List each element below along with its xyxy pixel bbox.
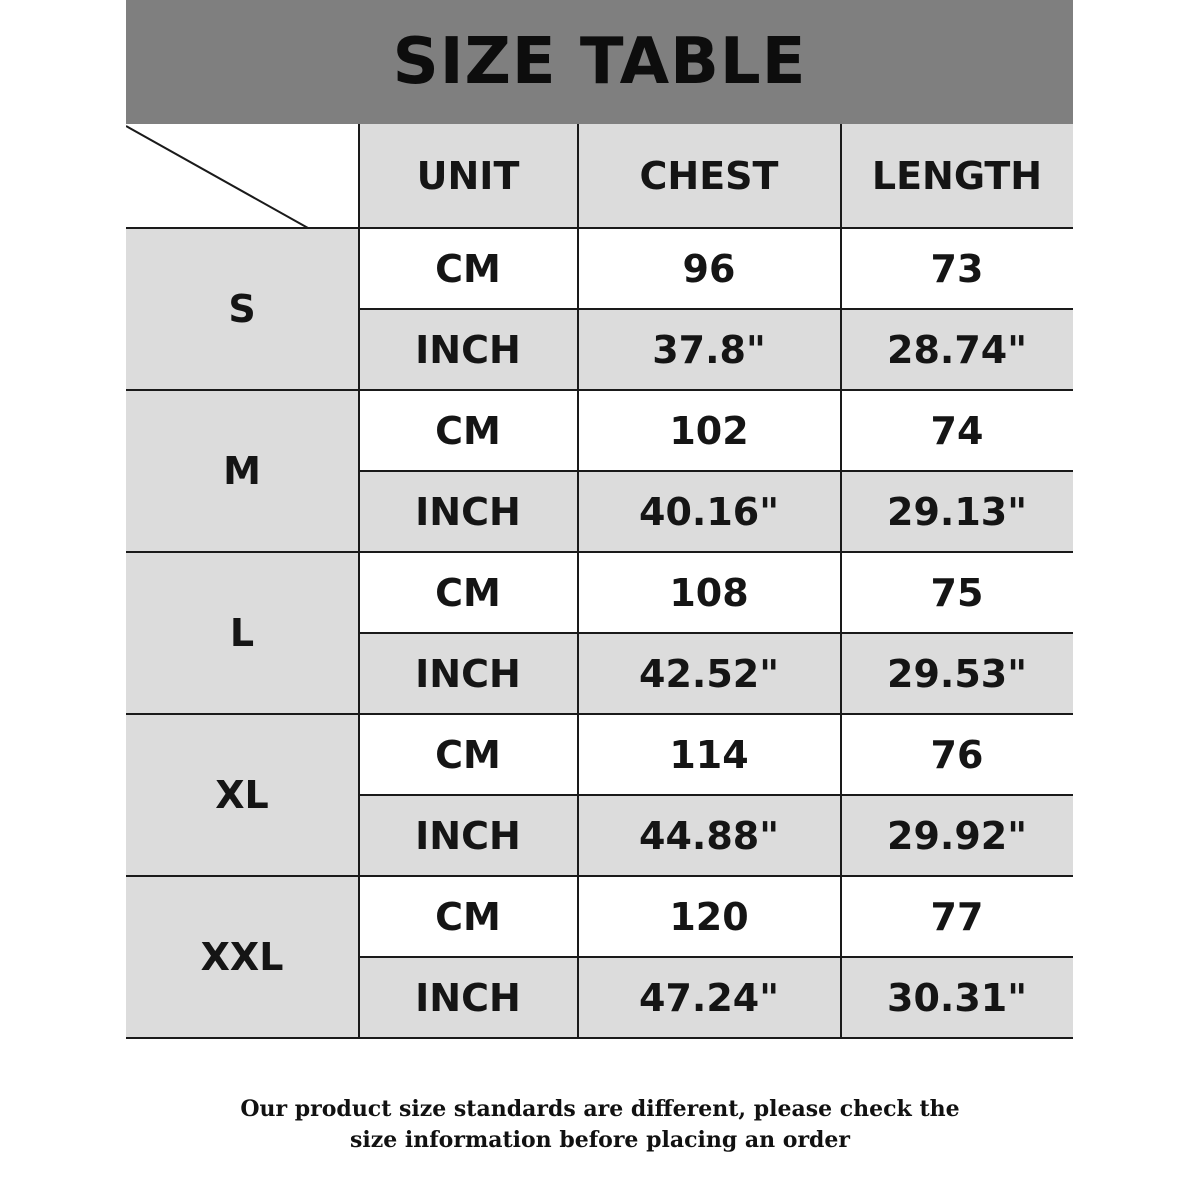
chest-cell: 42.52"	[578, 633, 840, 714]
title-bar	[126, 0, 1073, 124]
unit-cell: CM	[359, 228, 577, 309]
footnote-line-2: size information before placing an order	[349, 1127, 851, 1153]
size-grid	[126, 124, 1073, 1040]
size-label-m: M	[126, 390, 358, 552]
chest-cell: 108	[578, 552, 840, 633]
length-cell: 73	[841, 228, 1073, 309]
chest-cell: 96	[578, 228, 840, 309]
group-divider	[126, 875, 1073, 877]
length-cell: 29.92"	[841, 795, 1073, 876]
chest-cell: 120	[578, 876, 840, 957]
column-rule	[358, 124, 360, 1038]
length-cell: 28.74"	[841, 309, 1073, 390]
unit-cell: INCH	[359, 633, 577, 714]
unit-cell: CM	[359, 390, 577, 471]
length-cell: 29.13"	[841, 471, 1073, 552]
length-cell: 74	[841, 390, 1073, 471]
footnote	[100, 1094, 1100, 1156]
group-divider	[126, 1037, 1073, 1039]
length-cell: 29.53"	[841, 633, 1073, 714]
row-divider	[359, 956, 1073, 958]
chest-cell: 37.8"	[578, 309, 840, 390]
length-cell: 76	[841, 714, 1073, 795]
row-divider	[359, 470, 1073, 472]
column-rule	[840, 124, 842, 1038]
corner-cell	[126, 124, 358, 228]
group-divider	[126, 713, 1073, 715]
length-cell: 30.31"	[841, 957, 1073, 1038]
table-title: SIZE TABLE	[392, 25, 807, 99]
chest-cell: 40.16"	[578, 471, 840, 552]
unit-cell: INCH	[359, 957, 577, 1038]
header-chest: CHEST	[578, 124, 840, 228]
group-divider	[126, 551, 1073, 553]
row-divider	[359, 308, 1073, 310]
size-label-s: S	[126, 228, 358, 390]
chest-cell: 114	[578, 714, 840, 795]
unit-cell: INCH	[359, 795, 577, 876]
row-divider	[359, 632, 1073, 634]
footnote-line-1: Our product size standards are different, please check the	[240, 1096, 960, 1122]
size-label-xl: XL	[126, 714, 358, 876]
chest-cell: 47.24"	[578, 957, 840, 1038]
unit-cell: CM	[359, 714, 577, 795]
chest-cell: 102	[578, 390, 840, 471]
group-divider	[126, 389, 1073, 391]
unit-cell: INCH	[359, 309, 577, 390]
length-cell: 77	[841, 876, 1073, 957]
column-rule	[577, 124, 579, 1038]
length-cell: 75	[841, 552, 1073, 633]
unit-cell: INCH	[359, 471, 577, 552]
unit-cell: CM	[359, 552, 577, 633]
size-label-l: L	[126, 552, 358, 714]
header-bottom-rule	[126, 227, 1073, 229]
corner-diagonal-line	[126, 124, 358, 228]
header-unit: UNIT	[359, 124, 577, 228]
unit-cell: CM	[359, 876, 577, 957]
row-divider	[359, 794, 1073, 796]
size-label-xxl: XXL	[126, 876, 358, 1038]
size-table	[126, 0, 1073, 1040]
header-length: LENGTH	[841, 124, 1073, 228]
chest-cell: 44.88"	[578, 795, 840, 876]
